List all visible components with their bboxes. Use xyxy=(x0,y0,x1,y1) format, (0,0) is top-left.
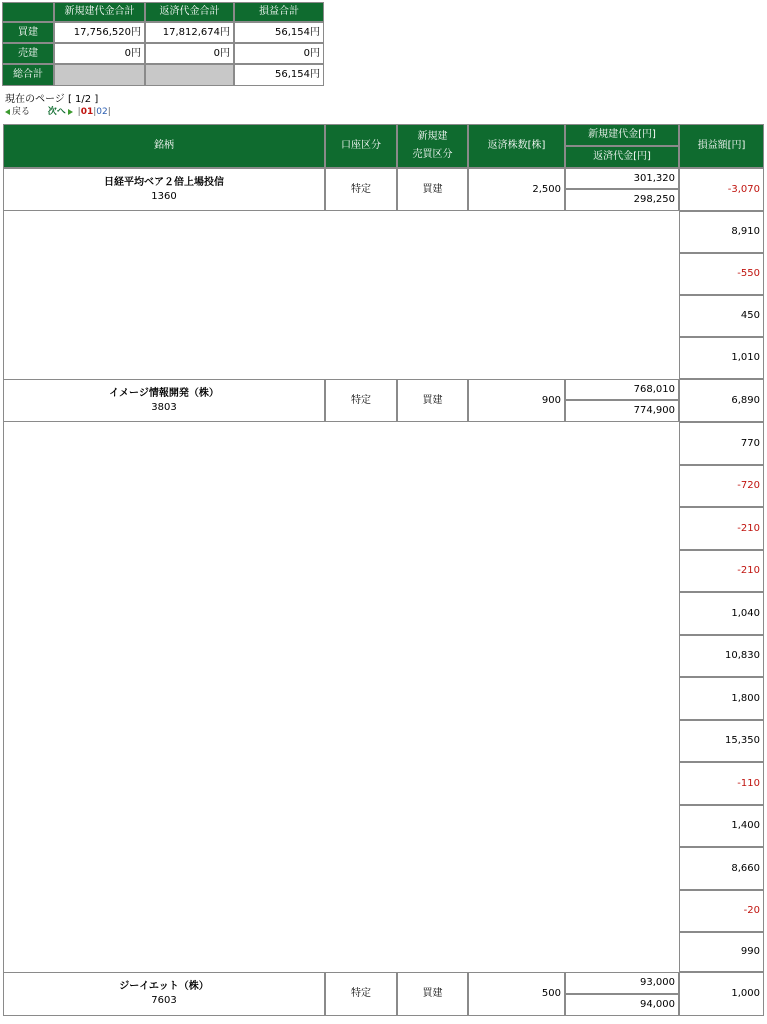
pnl-amount: -3,070 xyxy=(679,168,764,211)
stock-cell xyxy=(3,379,325,422)
sub-pnl-amount: 990 xyxy=(679,932,764,972)
stock-cell xyxy=(3,168,325,211)
summary-sell-new: 0円 xyxy=(54,43,145,64)
current-page-text: 現在のページ [ 1/2 ] xyxy=(5,94,99,105)
summary-row-label-buy: 買建 xyxy=(2,22,54,43)
account-type: 特定 xyxy=(325,379,397,422)
col-header-account: 口座区分 xyxy=(325,124,397,168)
sub-pnl-amount: 770 xyxy=(679,422,764,465)
account-type: 特定 xyxy=(325,972,397,1016)
account-type: 特定 xyxy=(325,168,397,211)
col-header-pnl: 損益額[円] xyxy=(679,124,764,168)
summary-sell-pnl: 0円 xyxy=(234,43,324,64)
summary-row-label-total: 総合計 xyxy=(2,64,54,86)
trade-type: 買建 xyxy=(397,168,468,211)
col-header-trade-type xyxy=(397,124,468,168)
sub-pnl-amount: 10,830 xyxy=(679,635,764,677)
stock-code: 3803 xyxy=(151,401,177,413)
sub-pnl-amount: 8,660 xyxy=(679,847,764,890)
pnl-amount: 6,890 xyxy=(679,379,764,422)
summary-total-new xyxy=(54,64,145,86)
new-amount: 93,000 xyxy=(565,972,679,994)
repay-amount: 94,000 xyxy=(565,994,679,1016)
sub-pnl-amount: -20 xyxy=(679,890,764,932)
next-arrow-icon xyxy=(68,109,73,115)
summary-header-pnl: 損益合計 xyxy=(234,2,324,22)
sub-pnl-amount: -110 xyxy=(679,762,764,805)
sub-pnl-amount: 1,400 xyxy=(679,805,764,847)
summary-total-repay xyxy=(145,64,234,86)
stock-code: 7603 xyxy=(151,995,177,1006)
repay-amount: 774,900 xyxy=(565,400,679,422)
pager: 戻る 次へ |01|02| xyxy=(5,106,111,118)
summary-sell-repay: 0円 xyxy=(145,43,234,64)
stock-name: ジーイエット（株） xyxy=(119,981,209,992)
sub-pnl-amount: 1,040 xyxy=(679,592,764,635)
sub-pnl-amount: -210 xyxy=(679,550,764,592)
new-amount: 301,320 xyxy=(565,168,679,189)
summary-corner xyxy=(2,2,54,22)
sub-pnl-amount: -550 xyxy=(679,253,764,295)
stock-name: イメージ情報開発（株） xyxy=(109,387,219,399)
summary-header-repay: 返済代金合計 xyxy=(145,2,234,22)
repay-amount: 298,250 xyxy=(565,189,679,211)
sub-pnl-amount: -720 xyxy=(679,465,764,507)
next-link[interactable]: 次へ xyxy=(47,107,66,117)
sub-pnl-amount: 1,800 xyxy=(679,677,764,720)
back-link[interactable]: 戻る xyxy=(12,107,31,117)
sub-pnl-amount: -210 xyxy=(679,507,764,550)
trade-type: 買建 xyxy=(397,379,468,422)
summary-header-new: 新規建代金合計 xyxy=(54,2,145,22)
summary-buy-new: 17,756,520円 xyxy=(54,22,145,43)
sub-pnl-amount: 1,010 xyxy=(679,337,764,379)
stock-code: 1360 xyxy=(151,190,177,202)
col-header-trade-type-2: 売買区分 xyxy=(412,149,453,160)
col-header-new-amount: 新規建代金[円] xyxy=(565,124,679,146)
sub-pnl-amount: 450 xyxy=(679,295,764,337)
new-amount: 768,010 xyxy=(565,379,679,400)
summary-buy-pnl: 56,154円 xyxy=(234,22,324,43)
page-link-02[interactable]: 02 xyxy=(96,107,108,117)
summary-row-label-sell: 売建 xyxy=(2,43,54,64)
pnl-amount: 1,000 xyxy=(679,972,764,1016)
stock-cell xyxy=(3,972,325,1016)
summary-total-pnl: 56,154円 xyxy=(234,64,324,86)
repay-shares: 900 xyxy=(468,379,565,422)
back-arrow-icon xyxy=(5,109,10,115)
repay-shares: 2,500 xyxy=(468,168,565,211)
redacted-detail-area xyxy=(3,422,679,972)
sub-pnl-amount: 8,910 xyxy=(679,211,764,253)
col-header-trade-type-1: 新規建 xyxy=(417,131,448,142)
col-header-shares: 返済株数[株] xyxy=(468,124,565,168)
trade-type: 買建 xyxy=(397,972,468,1016)
repay-shares: 500 xyxy=(468,972,565,1016)
redacted-detail-area xyxy=(3,211,679,379)
col-header-repay-amount: 返済代金[円] xyxy=(565,146,679,168)
page-link-01[interactable]: 01 xyxy=(80,107,94,117)
col-header-stock: 銘柄 xyxy=(3,124,325,168)
sub-pnl-amount: 15,350 xyxy=(679,720,764,762)
summary-buy-repay: 17,812,674円 xyxy=(145,22,234,43)
stock-name: 日経平均ベア２倍上場投信 xyxy=(104,176,224,188)
